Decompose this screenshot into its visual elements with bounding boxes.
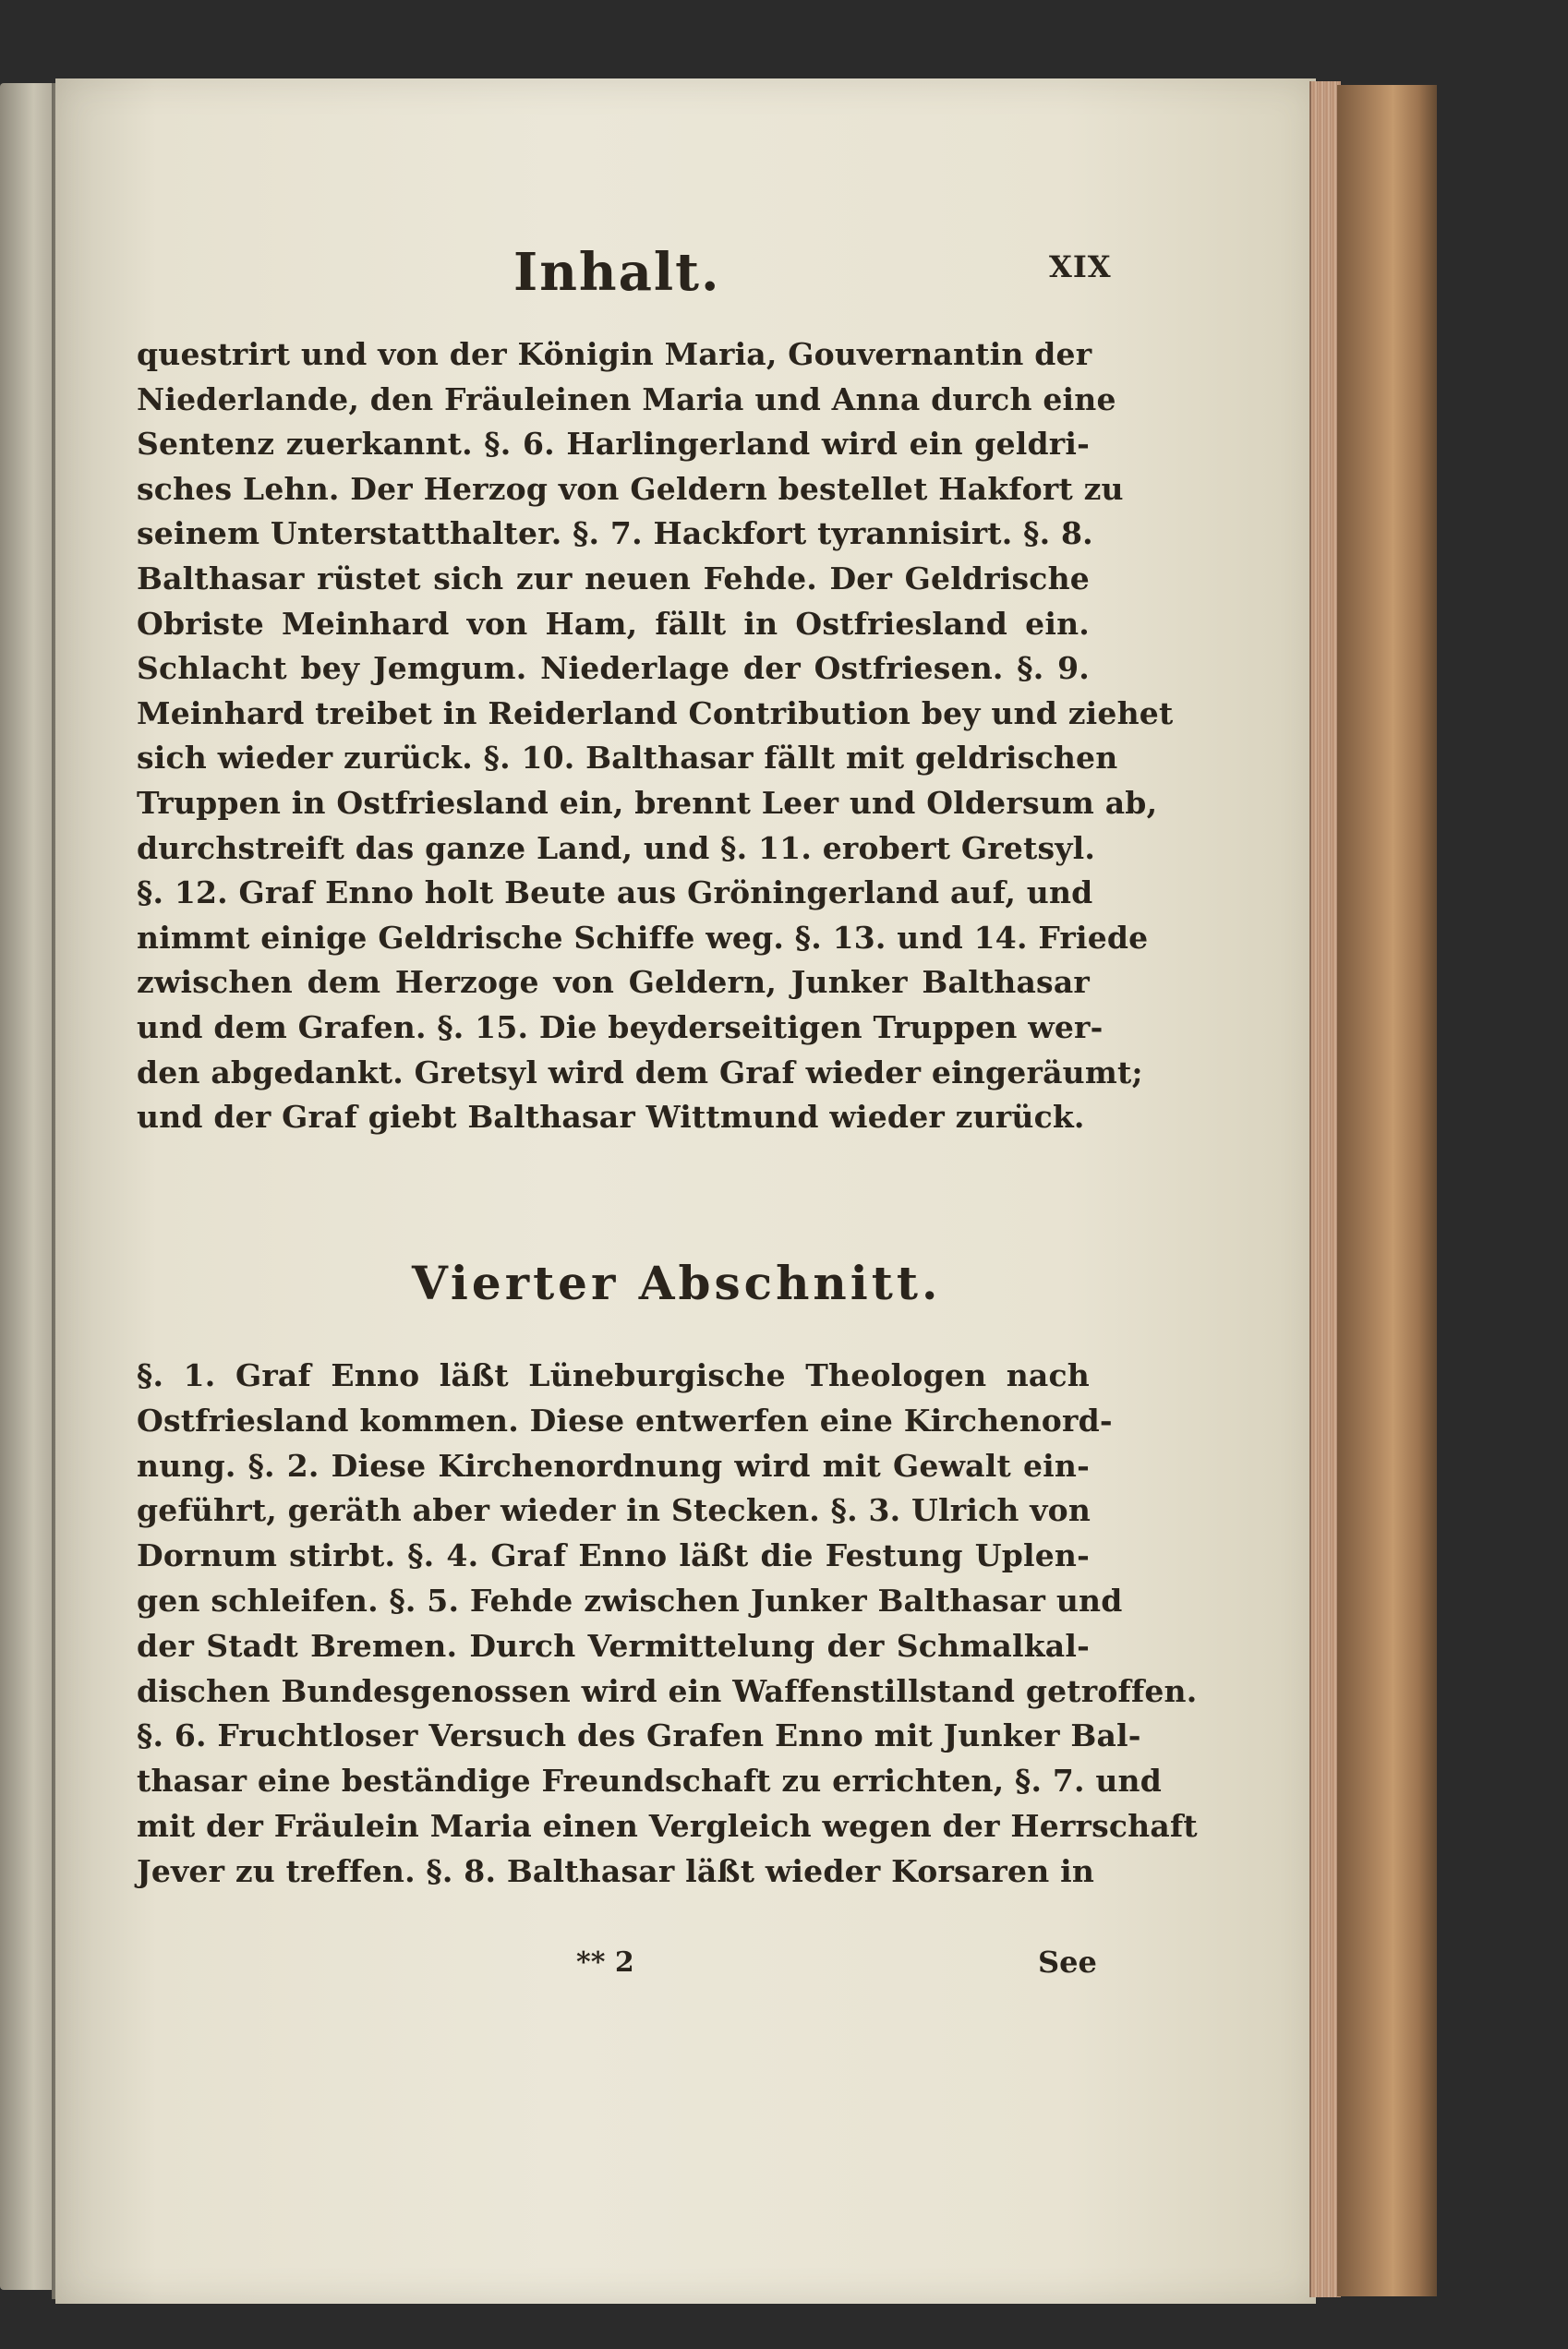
text-line: zwischen dem Herzoge von Geldern, Junker Balthasar: [137, 964, 1090, 1001]
text-line: nimmt einige Geldrische Schiffe weg. §. 13. und 14. Friede: [137, 919, 1149, 956]
page-block-edge: [1309, 81, 1341, 2297]
section-heading: Vierter Abschnitt.: [412, 1256, 942, 1310]
text-line: seinem Unterstatthalter. §. 7. Hackfort tyrannisirt. §. 8.: [137, 515, 1093, 552]
page-number: XIX: [1049, 249, 1112, 284]
text-line: nung. §. 2. Diese Kirchenordnung wird mit Gewalt ein-: [137, 1447, 1090, 1484]
text-line: §. 1. Graf Enno läßt Lüneburgische Theologen nach: [137, 1357, 1090, 1393]
text-line: Dornum stirbt. §. 4. Graf Enno läßt die Festung Uplen-: [137, 1537, 1090, 1574]
text-line: dischen Bundesgenossen wird ein Waffenstillstand getroffen.: [137, 1672, 1198, 1709]
text-line: Obriste Meinhard von Ham, fällt in Ostfriesland ein.: [137, 605, 1090, 642]
running-head: Inhalt.: [513, 242, 721, 303]
text-line: der Stadt Bremen. Durch Vermittelung der Schmalkal-: [137, 1627, 1090, 1664]
text-line: und dem Grafen. §. 15. Die beyderseitigen Truppen wer-: [137, 1009, 1104, 1045]
text-line: mit der Fräulein Maria einen Vergleich wegen der Herrschaft: [137, 1808, 1198, 1844]
text-line: Meinhard treibet in Reiderland Contribution bey und ziehet: [137, 694, 1174, 731]
text-line: Niederlande, den Fräuleinen Maria und Anna durch eine: [137, 380, 1116, 417]
text-line: thasar eine beständige Freundschaft zu errichten, §. 7. und: [137, 1763, 1163, 1800]
text-line: sich wieder zurück. §. 10. Balthasar fällt mit geldrischen: [137, 740, 1118, 777]
book-cover-edge: [1337, 85, 1439, 2296]
text-line: questrirt und von der Königin Maria, Gouvernantin der: [137, 336, 1092, 372]
text-line: Balthasar rüstet sich zur neuen Fehde. Der Geldrische: [137, 560, 1090, 596]
text-line: gen schleifen. §. 5. Fehde zwischen Junker Balthasar und: [137, 1583, 1123, 1619]
text-line: §. 6. Fruchtloser Versuch des Grafen Enno mit Junker Bal-: [137, 1717, 1141, 1754]
text-line: Schlacht bey Jemgum. Niederlage der Ostfriesen. §. 9.: [137, 650, 1090, 687]
text-line: und der Graf giebt Balthasar Wittmund wieder zurück.: [137, 1099, 1085, 1136]
text-line: Ostfriesland kommen. Diese entwerfen eine Kirchenord-: [137, 1402, 1113, 1439]
background-right: [1437, 85, 1568, 2296]
text-line: durchstreift das ganze Land, und §. 11. erobert Gretsyl.: [137, 829, 1096, 866]
signature-mark: ** 2: [576, 1946, 634, 1979]
text-line: sches Lehn. Der Herzog von Geldern bestellet Hakfort zu: [137, 470, 1124, 507]
text-line: Truppen in Ostfriesland ein, brennt Leer und Oldersum ab,: [137, 785, 1158, 821]
text-line: den abgedankt. Gretsyl wird dem Graf wieder eingeräumt;: [137, 1054, 1143, 1090]
text-line: Sentenz zuerkannt. §. 6. Harlingerland wird ein geldri-: [137, 426, 1090, 463]
text-line: Jever zu treffen. §. 8. Balthasar läßt wieder Korsaren in: [137, 1852, 1095, 1889]
catchword: See: [1038, 1945, 1097, 1980]
text-line: §. 12. Graf Enno holt Beute aus Gröningerland auf, und: [137, 874, 1093, 911]
text-line: geführt, geräth aber wieder in Stecken. §. 3. Ulrich von: [137, 1492, 1092, 1529]
